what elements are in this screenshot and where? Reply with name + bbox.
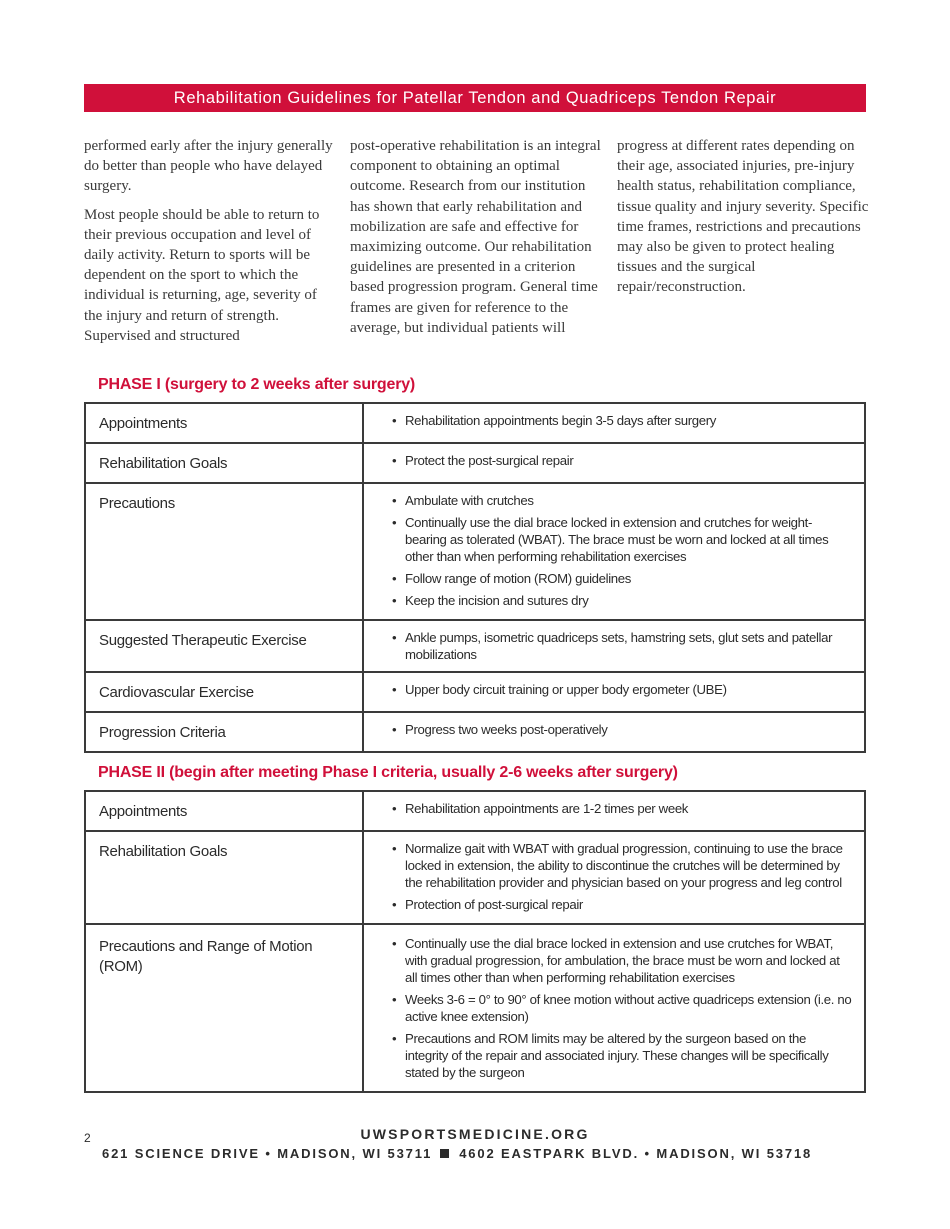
intro-column-1 [84, 136, 336, 354]
row-content [363, 924, 865, 1092]
row-label: Appointments [85, 403, 363, 443]
table-row [85, 672, 865, 712]
row-content [363, 483, 865, 620]
bullet-item: • Ambulate with crutches [392, 492, 852, 509]
page-title: Rehabilitation Guidelines for Patellar Tendon and Quadriceps Tendon Repair [173, 88, 777, 107]
table-row [85, 831, 865, 924]
address-science-drive: 621 SCIENCE DRIVE • MADISON, WI 53711 [102, 1146, 433, 1161]
phase-2-table [84, 790, 866, 1093]
footer-address [102, 1146, 812, 1161]
bullet-item: • Rehabilitation appointments are 1-2 times per week [392, 800, 852, 817]
intro-text [84, 136, 869, 366]
row-content [363, 791, 865, 831]
row-content [363, 443, 865, 483]
bullet-item: • Precautions and ROM limits may be altered by the surgeon based on the integrity of the repair and associated injury. These changes will be specifically stated by the surgeon [392, 1030, 852, 1081]
intro-column-2 [350, 136, 602, 346]
intro-paragraph: Most people should be able to return to their previous occupation and level of daily activity. Return to sports will be dependent on the sport to which the individual is returning, age, severity of the injury and return of strength. Supervised and structured [84, 206, 320, 344]
title-banner [84, 84, 866, 112]
row-label: Rehabilitation Goals [85, 831, 363, 924]
bullet-item: • Progress two weeks post-operatively [392, 721, 852, 738]
phase-1-title: PHASE I (surgery to 2 weeks after surgery) [98, 376, 416, 393]
table-row [85, 483, 865, 620]
bullet-item: • Continually use the dial brace locked in extension and use crutches for WBAT, with gradual progression, for ambulation, the brace must be worn and locked at all times other than when performing rehabilitation exercises [392, 935, 852, 986]
table-row [85, 443, 865, 483]
row-label: Precautions and Range of Motion (ROM) [85, 924, 363, 1092]
row-label: Precautions [85, 483, 363, 620]
intro-paragraph: performed early after the injury generally do better than people who have delayed surgery. [84, 138, 333, 195]
website-link[interactable]: UWSPORTSMEDICINE.ORG [360, 1126, 590, 1142]
bullet-item: • Weeks 3-6 = 0° to 90° of knee motion without active quadriceps extension (i.e. no active knee extension) [392, 991, 852, 1025]
bullet-item: • Protect the post-surgical repair [392, 452, 852, 469]
row-content [363, 620, 865, 672]
table-row [85, 712, 865, 752]
bullet-item: • Protection of post-surgical repair [392, 896, 852, 913]
table-row [85, 924, 865, 1092]
page-number: 2 [84, 1131, 91, 1145]
bullet-item: • Upper body circuit training or upper body ergometer (UBE) [392, 681, 852, 698]
table-row [85, 620, 865, 672]
phase-1-table [84, 402, 866, 753]
intro-paragraph: progress at different rates depending on their age, associated injuries, pre-injury health status, rehabilitation compliance, tissue quality and injury severity. Specific time frames, restrictions and precautions may also be given to protect healing tissues and the surgical repair/reconstruction. [617, 138, 869, 296]
phase-2-title: PHASE II (begin after meeting Phase I criteria, usually 2-6 weeks after surgery) [98, 764, 678, 781]
row-label: Rehabilitation Goals [85, 443, 363, 483]
intro-paragraph: post-operative rehabilitation is an integral component to obtaining an optimal outcome. Research from our institution has shown that early rehabilitation and mobilization are safe and effective for maximizing outcome. Our rehabilitation guidelines are presented in a criterion based progression program. General time frames are given for reference to the average, but individual patients will [350, 138, 601, 336]
square-separator-icon [440, 1149, 449, 1158]
table-row [85, 403, 865, 443]
address-eastpark-blvd: 4602 EASTPARK BLVD. • MADISON, WI 53718 [459, 1146, 813, 1161]
row-label: Suggested Therapeutic Exercise [85, 620, 363, 672]
intro-column-3 [617, 136, 869, 306]
row-label: Progression Criteria [85, 712, 363, 752]
bullet-item: • Ankle pumps, isometric quadriceps sets, hamstring sets, glut sets and patellar mobilizations [392, 629, 852, 663]
bullet-item: • Continually use the dial brace locked in extension and crutches for weight-bearing as tolerated (WBAT). The brace must be worn and locked at all times other than when performing rehabilitation exercises [392, 514, 852, 565]
row-content [363, 672, 865, 712]
bullet-item: • Normalize gait with WBAT with gradual progression, continuing to use the brace locked in extension, the ability to discontinue the crutches will be determined by the rehabilitation provider and physician based on your progress and leg control [392, 840, 852, 891]
bullet-item: • Keep the incision and sutures dry [392, 592, 852, 609]
row-content [363, 403, 865, 443]
table-row [85, 791, 865, 831]
row-label: Cardiovascular Exercise [85, 672, 363, 712]
row-label: Appointments [85, 791, 363, 831]
row-content [363, 712, 865, 752]
bullet-item: • Follow range of motion (ROM) guidelines [392, 570, 852, 587]
bullet-item: • Rehabilitation appointments begin 3-5 days after surgery [392, 412, 852, 429]
row-content [363, 831, 865, 924]
